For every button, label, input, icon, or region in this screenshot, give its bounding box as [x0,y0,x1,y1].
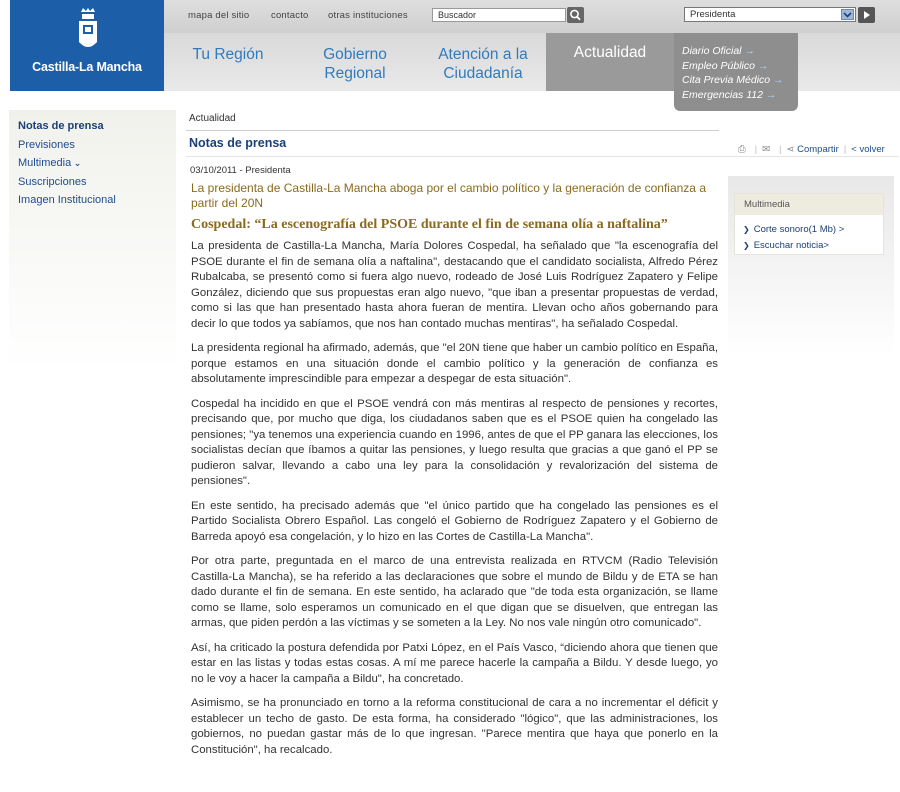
arrow-right-icon: → [757,59,769,72]
site-map-link[interactable]: mapa del sitio [188,10,250,21]
nav-atencion-ciudadania[interactable]: Atención a la Ciudadanía [438,46,528,82]
multimedia-box [734,193,884,255]
quick-link-diario-oficial[interactable]: Diario Oficial → [682,45,755,57]
sidebar-item-suscripciones[interactable]: Suscripciones [18,175,87,188]
quick-link-emergencias[interactable]: Emergencias 112 → [682,88,777,101]
divider [186,156,899,157]
chevron-down-icon [841,9,854,20]
sidebar-item-imagen-institucional[interactable]: Imagen Institucional [18,194,116,206]
sidebar-item-previsiones[interactable]: Previsiones [18,138,75,151]
sidebar-item-label: Multimedia [18,157,72,169]
article-paragraph: En este sentido, ha precisado además que "el único partido que ha congelado las pensiones es el Partido Socialista Obrero Español. Las congeló el Gobierno de Rodríguez Zapatero y el Gobierno de Barreda apoyó esa congelación, y lo hizo en las Cortes de Castilla-La Mancha". [191,499,718,543]
bullet-arrow-icon: ❯ [743,225,750,234]
chevron-down-icon: ⌄ [71,158,82,168]
bullet-arrow-icon: ❯ [743,241,750,250]
nav-tu-region[interactable]: Tu Región [192,46,264,63]
arrow-right-icon: → [744,45,755,57]
listen-news-link[interactable]: ❯ Escuchar noticia> [743,240,829,251]
search-icon [567,7,584,23]
article-headline: Cospedal: “La escenografía del PSOE durante el fin de semana olía a naftalina” [191,217,668,232]
page-title: Notas de prensa [189,136,287,150]
article-paragraph: La presidenta de Castilla-La Mancha, María Dolores Cospedal, ha señalado que "la escenografía del PSOE durante el fin de semana olía a naftalina", destacando que el candidato socialista, Alfredo Pérez Rubalcaba, se presentó como si fuera algo nuevo, rodeado de José Luis Rodríguez Zapatero y Felipe González, diciendo que sus propuestas eran algo nuevo, "que iban a presentar propuestas de verdad, como si las que han presentado hasta ahora fueran de mentira. Llevan ocho años gobernando para decir lo que todos ya sabíamos, que nos han contado muchas mentiras", ha señalado Cospedal. [191,240,718,330]
article-tools: ⎙ | ✉ | ⋖ Compartir | < volver [738,144,885,155]
search-input[interactable]: Buscador [432,8,566,22]
breadcrumb[interactable]: Actualidad [189,113,236,124]
logo-text: Castilla-La Mancha [32,60,142,74]
email-icon[interactable]: ✉ [762,144,771,155]
sidebar-item-notas-prensa[interactable]: Notas de prensa [18,120,104,132]
multimedia-title: Multimedia [735,194,883,215]
print-icon[interactable]: ⎙ [738,144,746,155]
sidebar-item-multimedia[interactable] [9,154,176,173]
article-paragraph: Cospedal ha incidido en que el PSOE vendrá con más mentiras al respecto de pensiones y recortes, precisando que, por mucho que diga, los ciudadanos saben que es el PSOE quien ha congelado las pensiones; "ya tenemos una experiencia cuando en 1996, antes de que el PP ganara las elecciones, los socialistas decían que íbamos a quitar las pensiones, y luego resulta que gracias a que ganó el PP se pudieron salvar, llevando a cabo una ley para la consolidación y revalorización del sistema de pensiones". [191,397,718,487]
logo[interactable] [10,0,164,91]
play-icon [858,7,875,23]
nav-actualidad[interactable]: Actualidad [546,33,674,91]
section-select[interactable] [684,7,856,22]
article-paragraph: La presidenta regional ha afirmado, además, que "el 20N tiene que haber un cambio político en España, porque estamos en una situación donde el cambio político y la generación de confianza es absolutamente imprescindible para empezar a despegar de esta situación". [191,342,718,385]
article-subtitle: La presidenta de Castilla-La Mancha aboga por el cambio político y la generación de confianza a partir del 20N [191,181,706,210]
article-paragraph: Asimismo, se ha pronunciado en torno a la reforma constitucional de cara a no incrementar el déficit y establecer un techo de gasto. De esta forma, ha considerado "lógico", que las administraciones, los gobiernos, no puedan gastar más de lo que ingresan. "Parece mentira que haya que ponerlo en la Constitución", ha recalcado. [191,697,718,756]
share-link[interactable]: ⋖ Compartir [786,144,839,155]
other-institutions-link[interactable]: otras instituciones [328,10,408,21]
article-paragraph: Por otra parte, preguntada en el marco de una entrevista realizada en RTVCM (Radio Televisión Castilla-La Mancha), se ha referido a las declaraciones que sobre el mundo de Bildu y de ETA se han dado durante el fin de semana. En este sentido, ha aclarado que "de toda esta organización, se llame como se llame, solo esperamos un comunicado en el que digan que se disuelven, que entregan las armas, que piden perdón a las víctimas y se someten a la Ley. No nos vale ningún otro comunicado". [191,555,718,629]
share-icon: ⋖ [786,144,795,155]
nav-gobierno-regional[interactable]: Gobierno Regional [323,46,387,82]
section-select-value: Presidenta [690,9,736,20]
article-body [191,239,718,767]
contact-link[interactable]: contacto [271,10,309,21]
go-button[interactable] [858,7,875,23]
arrow-right-icon: → [765,88,777,101]
back-link[interactable]: < volver [851,144,885,155]
right-panel [728,176,894,792]
quick-link-empleo-publico[interactable]: Empleo Público → [682,59,769,72]
crest-icon [73,8,103,56]
divider [186,130,719,131]
article-date: 03/10/2011 - Presidenta [190,165,291,176]
article-paragraph: Así, ha criticado la postura defendida por Patxi López, en el País Vasco, “diciendo ahora que tienen que estar en las listas y todas estas cosas. A mí me parece hacerle la campaña a Bildu. Y desde luego, yo no le voy a hacer la campaña a Bildu", ha concretado. [191,641,718,685]
sidebar [9,110,176,792]
quick-link-cita-previa[interactable]: Cita Previa Médico → [682,74,784,86]
quick-links [674,33,798,111]
search-button[interactable] [567,7,584,23]
arrow-right-icon: → [773,74,784,86]
audio-clip-link[interactable]: ❯ Corte sonoro(1 Mb) > [743,224,845,235]
